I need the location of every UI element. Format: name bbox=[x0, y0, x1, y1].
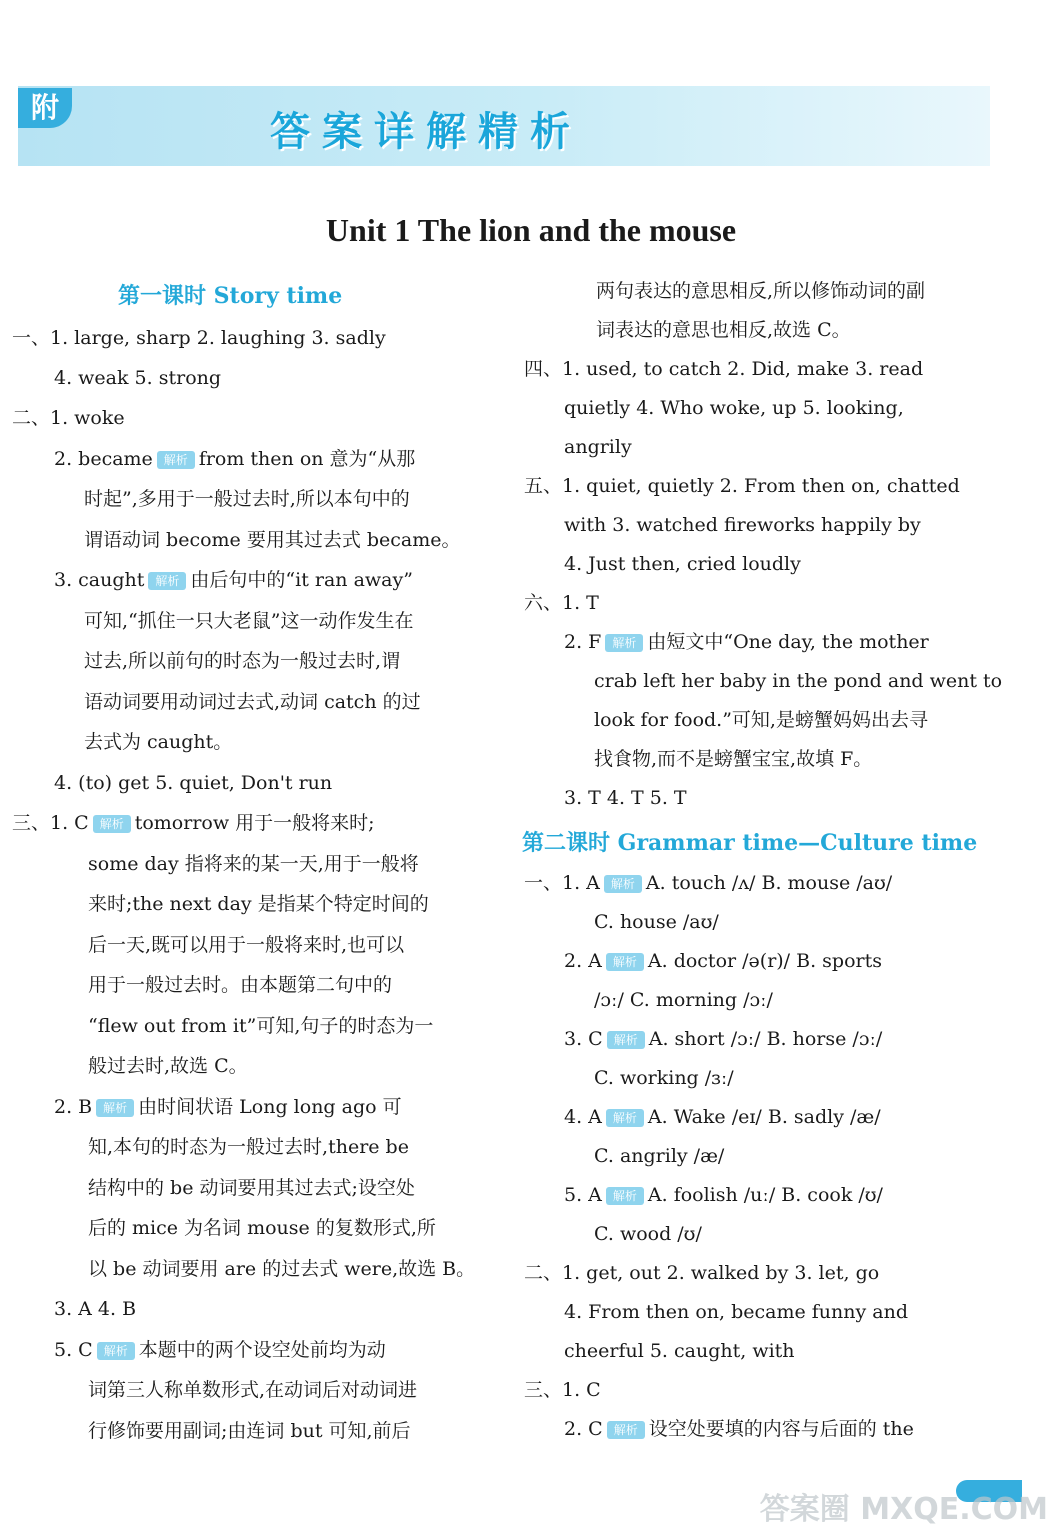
answer-line: 三、1. C 解析 tomorrow 用于一般将来时; bbox=[12, 812, 375, 834]
answer-line: 4. weak 5. strong bbox=[54, 367, 222, 389]
analysis-tag: 解析 bbox=[606, 953, 644, 971]
page-header-title: 答案详解精析 bbox=[270, 109, 582, 155]
analysis-line: C. working /ɜː/ bbox=[594, 1067, 734, 1089]
answer-line: 四、1. used, to catch 2. Did, make 3. read bbox=[524, 358, 924, 380]
analysis-tag: 解析 bbox=[604, 875, 642, 893]
analysis-line: 用于一般过去时。由本题第二句中的 bbox=[88, 974, 393, 996]
analysis-line: 知,本句的时态为一般过去时,there be bbox=[88, 1136, 409, 1158]
answer-line: 二、1. get, out 2. walked by 3. let, go bbox=[524, 1262, 880, 1284]
analysis-line: 结构中的 be 动词要用其过去式;设空处 bbox=[88, 1177, 415, 1199]
analysis-tag: 解析 bbox=[607, 1031, 645, 1049]
answer-line: 2. B 解析 由时间状语 Long long ago 可 bbox=[54, 1096, 402, 1118]
answer-line: 3. C 解析 A. short /ɔː/ B. horse /ɔː/ bbox=[564, 1028, 883, 1050]
section-heading-story-time: 第一课时 Story time bbox=[118, 283, 343, 309]
analysis-line: 后的 mice 为名词 mouse 的复数形式,所 bbox=[88, 1217, 436, 1239]
answer-line: 4. From then on, became funny and bbox=[564, 1301, 908, 1323]
answer-line: 3. caught 解析 由后句中的“it ran away” bbox=[54, 569, 413, 591]
answer-line: 4. Just then, cried loudly bbox=[564, 553, 801, 575]
unit-title: Unit 1 The lion and the mouse bbox=[325, 212, 737, 248]
analysis-tag: 解析 bbox=[93, 815, 131, 833]
analysis-line: C. angrily /æ/ bbox=[594, 1145, 725, 1167]
answer-line: 一、1. A 解析 A. touch /ʌ/ B. mouse /aʊ/ bbox=[524, 872, 893, 894]
analysis-tag: 解析 bbox=[157, 451, 195, 469]
analysis-line: 词第三人称单数形式,在动词后对动词进 bbox=[88, 1379, 418, 1401]
answer-line: 二、1. woke bbox=[12, 407, 125, 429]
answer-line: 2. A 解析 A. doctor /ə(r)/ B. sports bbox=[564, 950, 882, 972]
analysis-line: 语动词要用动词过去式,动词 catch 的过 bbox=[84, 691, 421, 713]
analysis-line: 过去,所以前句的时态为一般过去时,谓 bbox=[84, 650, 401, 672]
analysis-line: /ɔː/ C. morning /ɔː/ bbox=[594, 989, 773, 1011]
analysis-line: 时起”,多用于一般过去时,所以本句中的 bbox=[84, 488, 410, 510]
analysis-line: 去式为 caught。 bbox=[84, 731, 233, 753]
analysis-line: look for food.”可知,是螃蟹妈妈出去寻 bbox=[594, 709, 928, 731]
answer-line: 一、1. large, sharp 2. laughing 3. sadly bbox=[12, 327, 386, 349]
answer-line: with 3. watched fireworks happily by bbox=[564, 514, 921, 536]
analysis-line: 可知,“抓住一只大老鼠”这一动作发生在 bbox=[84, 610, 414, 632]
analysis-tag: 解析 bbox=[607, 1421, 645, 1439]
analysis-tag: 解析 bbox=[605, 634, 643, 652]
answer-line: 五、1. quiet, quietly 2. From then on, chatted bbox=[524, 475, 960, 497]
analysis-line: C. wood /ʊ/ bbox=[594, 1223, 702, 1245]
analysis-line: crab left her baby in the pond and went to bbox=[594, 670, 1003, 692]
answer-line: 3. A 4. B bbox=[54, 1298, 137, 1320]
analysis-tag: 解析 bbox=[96, 1099, 134, 1117]
analysis-line: “flew out from it”可知,句子的时态为一 bbox=[88, 1015, 434, 1037]
analysis-tag: 解析 bbox=[606, 1187, 644, 1205]
answer-line: angrily bbox=[564, 436, 632, 458]
analysis-line: 找食物,而不是螃蟹宝宝,故填 F。 bbox=[594, 748, 873, 770]
answer-line: 5. A 解析 A. foolish /uː/ B. cook /ʊ/ bbox=[564, 1184, 883, 1206]
answer-line: quietly 4. Who woke, up 5. looking, bbox=[564, 397, 904, 419]
analysis-line: 行修饰要用副词;由连词 but 可知,前后 bbox=[88, 1420, 411, 1442]
answer-line: 4. (to) get 5. quiet, Don't run bbox=[54, 772, 333, 794]
answer-line: 三、1. C bbox=[524, 1379, 601, 1401]
analysis-line: 谓语动词 become 要用其过去式 became。 bbox=[84, 529, 461, 551]
analysis-line: 以 be 动词要用 are 的过去式 were,故选 B。 bbox=[88, 1258, 476, 1280]
analysis-tag: 解析 bbox=[606, 1109, 644, 1127]
analysis-line: 词表达的意思也相反,故选 C。 bbox=[596, 319, 851, 341]
answer-line: 4. A 解析 A. Wake /eɪ/ B. sadly /æ/ bbox=[564, 1106, 881, 1128]
analysis-line: 后一天,既可以用于一般将来时,也可以 bbox=[88, 934, 405, 956]
answer-line: 六、1. T bbox=[524, 592, 599, 614]
watermark: 答案圈 MXQE.COM bbox=[759, 1492, 1048, 1527]
answer-line: 2. became 解析 from then on 意为“从那 bbox=[54, 448, 416, 470]
analysis-tag: 解析 bbox=[148, 572, 186, 590]
section-heading-grammar-time: 第二课时 Grammar time—Culture time bbox=[522, 830, 978, 856]
answer-line: 5. C 解析 本题中的两个设空处前均为动 bbox=[54, 1339, 386, 1361]
analysis-line: 般过去时,故选 C。 bbox=[88, 1055, 248, 1077]
analysis-line: some day 指将来的某一天,用于一般将 bbox=[88, 853, 419, 875]
analysis-line: 来时;the next day 是指某个特定时间的 bbox=[88, 893, 429, 915]
analysis-line: 两句表达的意思相反,所以修饰动词的副 bbox=[596, 280, 926, 302]
answer-line: 2. F 解析 由短文中“One day, the mother bbox=[564, 631, 929, 653]
answer-line: 3. T 4. T 5. T bbox=[564, 787, 687, 809]
answer-line: cheerful 5. caught, with bbox=[564, 1340, 795, 1362]
analysis-line: C. house /aʊ/ bbox=[594, 911, 719, 933]
answer-line: 2. C 解析 设空处要填的内容与后面的 the bbox=[564, 1418, 914, 1440]
appendix-badge: 附 bbox=[18, 88, 72, 128]
analysis-tag: 解析 bbox=[97, 1342, 135, 1360]
